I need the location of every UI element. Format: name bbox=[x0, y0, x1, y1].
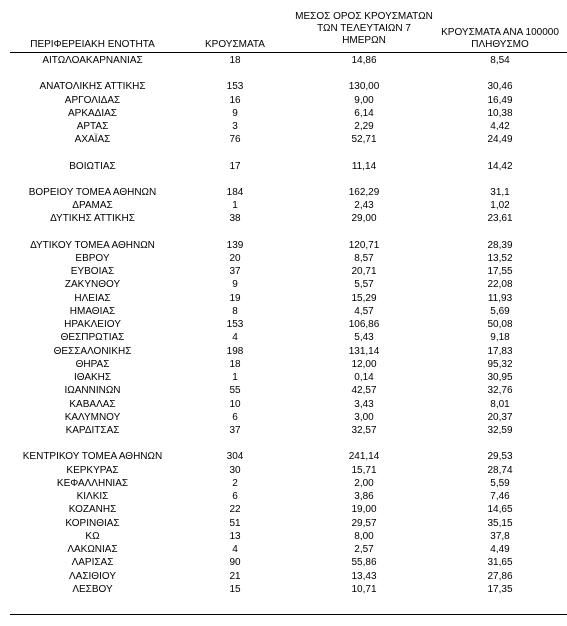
table-row bbox=[10, 107, 567, 120]
cell-per100k: 37,8 bbox=[490, 530, 510, 542]
cell-region: ΚΩ bbox=[85, 530, 100, 542]
cell-avg7: 55,86 bbox=[351, 557, 377, 569]
cell-avg7: 14,86 bbox=[351, 55, 377, 66]
cell-per100k: 10,38 bbox=[487, 107, 513, 119]
cell-cases: 30 bbox=[229, 464, 241, 476]
cell-region: ΑΡΤΑΣ bbox=[76, 121, 109, 132]
cell-per100k: 32,59 bbox=[487, 425, 513, 436]
cell-per100k: 8,01 bbox=[490, 398, 510, 410]
cell-cases: 4 bbox=[232, 544, 238, 555]
table-row bbox=[10, 160, 567, 173]
cell-per100k: 35,15 bbox=[487, 517, 513, 529]
cell-cases: 9 bbox=[232, 279, 238, 291]
cell-avg7: 5,43 bbox=[354, 332, 374, 344]
cell-region: ΗΛΕΙΑΣ bbox=[74, 292, 111, 304]
cell-avg7: 3,86 bbox=[354, 491, 374, 502]
table-row bbox=[10, 543, 567, 556]
table-row bbox=[10, 318, 567, 331]
cell-region: ΛΑΡΙΣΑΣ bbox=[71, 557, 114, 569]
cell-per100k: 24,49 bbox=[487, 134, 513, 146]
table-row bbox=[10, 530, 567, 543]
cell-region: ΒΟΡΕΙΟΥ ΤΟΜΕΑ ΑΘΗΝΩΝ bbox=[28, 186, 157, 198]
cell-avg7: 29,00 bbox=[351, 213, 377, 225]
cell-region: ΚΟΖΑΝΗΣ bbox=[68, 504, 117, 516]
cell-per100k: 17,35 bbox=[487, 583, 513, 595]
cell-region: ΑΡΓΟΛΙΔΑΣ bbox=[64, 94, 121, 106]
table-row bbox=[10, 331, 567, 344]
table-row bbox=[10, 278, 567, 291]
header-per100k-line1: ΚΡΟΥΣΜΑΤΑ ΑΝΑ 100000 bbox=[441, 27, 559, 38]
header-region-label: ΠΕΡΙΦΕΡΕΙΑΚΗ ΕΝΟΤΗΤΑ bbox=[30, 39, 155, 50]
header-cases-label: ΚΡΟΥΣΜΑΤΑ bbox=[205, 39, 265, 50]
cell-cases: 37 bbox=[229, 425, 241, 436]
cell-region: ΚΕΦΑΛΛΗΝΙΑΣ bbox=[56, 477, 129, 489]
cell-avg7: 8,57 bbox=[354, 252, 374, 264]
table-row bbox=[10, 212, 567, 225]
cell-region: ΘΕΣΣΑΛΟΝΙΚΗΣ bbox=[53, 345, 132, 357]
cell-cases: 153 bbox=[226, 81, 244, 93]
cell-region: ΛΕΣΒΟΥ bbox=[72, 583, 113, 595]
cell-per100k: 28,39 bbox=[487, 239, 513, 251]
cell-cases: 21 bbox=[229, 570, 241, 582]
cell-avg7: 52,71 bbox=[351, 134, 377, 146]
cell-region: ΚΑΛΥΜΝΟΥ bbox=[64, 411, 121, 423]
header-region bbox=[10, 39, 175, 51]
cell-avg7: 19,00 bbox=[351, 504, 377, 516]
cell-region: ΗΜΑΘΙΑΣ bbox=[69, 305, 116, 317]
cell-region: ΚΕΡΚΥΡΑΣ bbox=[66, 464, 119, 476]
cell-cases: 55 bbox=[229, 385, 241, 397]
table-row bbox=[10, 371, 567, 384]
cell-per100k: 30,46 bbox=[487, 81, 513, 93]
cell-cases: 76 bbox=[229, 134, 241, 146]
table-row bbox=[10, 186, 567, 199]
cell-cases: 13 bbox=[229, 530, 241, 542]
cell-avg7: 120,71 bbox=[348, 239, 380, 251]
header-avg7 bbox=[288, 11, 440, 47]
cell-per100k: 50,08 bbox=[487, 319, 513, 330]
cell-cases: 6 bbox=[232, 411, 238, 423]
header-divider bbox=[10, 52, 567, 53]
cell-cases: 18 bbox=[229, 55, 241, 66]
table-row bbox=[10, 490, 567, 503]
cell-region: ΘΕΣΠΡΩΤΙΑΣ bbox=[60, 332, 125, 344]
cell-avg7: 15,71 bbox=[351, 464, 377, 476]
cell-region: ΗΡΑΚΛΕΙΟΥ bbox=[64, 319, 121, 330]
cell-avg7: 241,14 bbox=[348, 451, 380, 463]
cell-region: ΙΩΑΝΝΙΝΩΝ bbox=[64, 385, 121, 397]
header-avg7-line1: ΜΕΣΟΣ ΟΡΟΣ ΚΡΟΥΣΜΑΤΩΝ bbox=[295, 11, 433, 22]
cell-avg7: 8,00 bbox=[354, 530, 374, 542]
header-avg7-line3: ΗΜΕΡΩΝ bbox=[342, 35, 386, 46]
cell-cases: 16 bbox=[229, 94, 241, 106]
table-header bbox=[10, 0, 567, 52]
bottom-divider bbox=[10, 614, 567, 615]
cell-region: ΚΑΡΔΙΤΣΑΣ bbox=[65, 425, 120, 436]
cell-region: ΛΑΚΩΝΙΑΣ bbox=[67, 544, 118, 555]
table-row bbox=[10, 424, 567, 437]
cell-avg7: 42,57 bbox=[351, 385, 377, 397]
cell-region: ΖΑΚΥΝΘΟΥ bbox=[64, 279, 121, 291]
cell-cases: 20 bbox=[229, 252, 241, 264]
table-row bbox=[10, 345, 567, 358]
cell-avg7: 13,43 bbox=[351, 570, 377, 582]
table-row bbox=[10, 556, 567, 569]
cell-per100k: 27,86 bbox=[487, 570, 513, 582]
cell-cases: 22 bbox=[229, 504, 241, 516]
cell-region: ΑΧΑΪΑΣ bbox=[74, 134, 111, 146]
cell-cases: 184 bbox=[226, 186, 244, 198]
cell-region: ΕΥΒΟΙΑΣ bbox=[70, 266, 115, 277]
cell-avg7: 9,00 bbox=[354, 94, 374, 106]
cell-cases: 15 bbox=[229, 583, 241, 595]
cell-per100k: 32,76 bbox=[487, 385, 513, 397]
cell-avg7: 5,57 bbox=[354, 279, 374, 291]
cell-per100k: 4,49 bbox=[490, 544, 510, 555]
table-row bbox=[10, 464, 567, 477]
cell-cases: 153 bbox=[226, 319, 244, 330]
cell-region: ΚΑΒΑΛΑΣ bbox=[69, 398, 116, 410]
cell-per100k: 8,54 bbox=[490, 55, 510, 66]
table-row bbox=[10, 133, 567, 146]
cell-region: ΑΝΑΤΟΛΙΚΗΣ ΑΤΤΙΚΗΣ bbox=[39, 81, 146, 93]
cell-avg7: 4,57 bbox=[354, 305, 374, 317]
table-row bbox=[10, 358, 567, 371]
cell-cases: 90 bbox=[229, 557, 241, 569]
cell-per100k: 16,49 bbox=[487, 94, 513, 106]
table-row bbox=[10, 54, 567, 67]
cell-region: ΛΑΣΙΘΙΟΥ bbox=[69, 570, 116, 582]
cell-cases: 1 bbox=[232, 200, 238, 211]
cell-avg7: 106,86 bbox=[348, 319, 380, 330]
spacer-row bbox=[10, 437, 567, 450]
cell-per100k: 14,65 bbox=[487, 504, 513, 516]
table-body bbox=[10, 54, 567, 596]
cell-avg7: 2,00 bbox=[354, 477, 374, 489]
cell-per100k: 11,93 bbox=[487, 292, 513, 304]
cell-avg7: 10,71 bbox=[351, 583, 377, 595]
cell-region: ΚΟΡΙΝΘΙΑΣ bbox=[65, 517, 120, 529]
cell-region: ΔΥΤΙΚΗΣ ΑΤΤΙΚΗΣ bbox=[50, 213, 135, 225]
cell-avg7: 3,43 bbox=[354, 398, 374, 410]
cell-cases: 3 bbox=[232, 121, 238, 132]
cell-avg7: 131,14 bbox=[348, 345, 380, 357]
table-row bbox=[10, 80, 567, 93]
cell-cases: 6 bbox=[232, 491, 238, 502]
table-row bbox=[10, 239, 567, 252]
cell-per100k: 31,65 bbox=[487, 557, 513, 569]
spacer-row bbox=[10, 173, 567, 186]
cell-cases: 304 bbox=[226, 451, 244, 463]
cell-region: ΔΡΑΜΑΣ bbox=[72, 200, 113, 211]
table-row bbox=[10, 503, 567, 516]
cell-avg7: 162,29 bbox=[348, 186, 380, 198]
cell-avg7: 12,00 bbox=[351, 358, 377, 370]
cell-avg7: 0,14 bbox=[354, 372, 374, 383]
cell-cases: 1 bbox=[232, 372, 238, 383]
cell-per100k: 28,74 bbox=[487, 464, 513, 476]
cell-per100k: 95,32 bbox=[487, 358, 513, 370]
cell-region: ΑΙΤΩΛΟΑΚΑΡΝΑΝΙΑΣ bbox=[42, 55, 143, 66]
cell-region: ΚΙΛΚΙΣ bbox=[76, 491, 109, 502]
table-row bbox=[10, 384, 567, 397]
header-avg7-line2: ΤΩΝ ΤΕΛΕΥΤΑΙΩΝ 7 bbox=[317, 23, 411, 34]
cell-per100k: 9,18 bbox=[490, 332, 510, 344]
cell-per100k: 7,46 bbox=[490, 491, 510, 502]
cell-region: ΒΟΙΩΤΙΑΣ bbox=[69, 160, 116, 172]
spacer-row bbox=[10, 147, 567, 160]
table-row bbox=[10, 583, 567, 596]
table-row bbox=[10, 517, 567, 530]
cell-per100k: 13,52 bbox=[487, 252, 513, 264]
table-row bbox=[10, 265, 567, 278]
cell-cases: 4 bbox=[232, 332, 238, 344]
cell-cases: 51 bbox=[229, 517, 241, 529]
cell-cases: 17 bbox=[229, 160, 241, 172]
cell-per100k: 4,42 bbox=[490, 121, 510, 132]
table-row bbox=[10, 252, 567, 265]
table-row bbox=[10, 450, 567, 463]
cell-avg7: 2,57 bbox=[354, 544, 374, 555]
cell-region: ΕΒΡΟΥ bbox=[75, 252, 110, 264]
table-row bbox=[10, 570, 567, 583]
cell-cases: 37 bbox=[229, 266, 241, 277]
table-row bbox=[10, 398, 567, 411]
table-row bbox=[10, 120, 567, 133]
cell-cases: 139 bbox=[226, 239, 244, 251]
cell-cases: 8 bbox=[232, 305, 238, 317]
header-per100k-line2: ΠΛΗΘΥΣΜΟ bbox=[471, 39, 529, 50]
cell-avg7: 32,57 bbox=[351, 425, 377, 436]
cell-per100k: 23,61 bbox=[487, 213, 513, 225]
table-row bbox=[10, 292, 567, 305]
cell-cases: 9 bbox=[232, 107, 238, 119]
table-row bbox=[10, 411, 567, 424]
cell-cases: 198 bbox=[226, 345, 244, 357]
header-cases bbox=[190, 39, 280, 51]
cell-region: ΙΘΑΚΗΣ bbox=[73, 372, 112, 383]
cell-cases: 18 bbox=[229, 358, 241, 370]
cell-cases: 38 bbox=[229, 213, 241, 225]
spacer-row bbox=[10, 67, 567, 80]
cell-cases: 19 bbox=[229, 292, 241, 304]
cell-per100k: 17,83 bbox=[487, 345, 513, 357]
cell-per100k: 29,53 bbox=[487, 451, 513, 463]
cell-avg7: 2,43 bbox=[354, 200, 374, 211]
cell-avg7: 15,29 bbox=[351, 292, 377, 304]
header-per100k bbox=[425, 27, 567, 51]
cell-avg7: 20,71 bbox=[351, 266, 377, 277]
cell-cases: 10 bbox=[229, 398, 241, 410]
cell-per100k: 17,55 bbox=[487, 266, 513, 277]
cell-avg7: 3,00 bbox=[354, 411, 374, 423]
table-row bbox=[10, 94, 567, 107]
cell-per100k: 22,08 bbox=[487, 279, 513, 291]
cell-region: ΚΕΝΤΡΙΚΟΥ ΤΟΜΕΑ ΑΘΗΝΩΝ bbox=[22, 451, 163, 463]
table-row bbox=[10, 477, 567, 490]
cell-region: ΘΗΡΑΣ bbox=[75, 358, 110, 370]
cell-per100k: 1,02 bbox=[490, 200, 510, 211]
cell-avg7: 11,14 bbox=[351, 160, 377, 172]
cell-avg7: 6,14 bbox=[354, 107, 374, 119]
cell-avg7: 29,57 bbox=[351, 517, 377, 529]
cell-per100k: 5,69 bbox=[490, 305, 510, 317]
cell-per100k: 31,1 bbox=[490, 186, 510, 198]
cell-per100k: 30,95 bbox=[487, 372, 513, 383]
cell-per100k: 20,37 bbox=[487, 411, 513, 423]
cell-avg7: 2,29 bbox=[354, 121, 374, 132]
cell-cases: 2 bbox=[232, 477, 238, 489]
cell-avg7: 130,00 bbox=[348, 81, 380, 93]
cell-region: ΔΥΤΙΚΟΥ ΤΟΜΕΑ ΑΘΗΝΩΝ bbox=[30, 239, 155, 251]
cell-per100k: 14,42 bbox=[487, 160, 513, 172]
cell-region: ΑΡΚΑΔΙΑΣ bbox=[68, 107, 117, 119]
spacer-row bbox=[10, 226, 567, 239]
cell-per100k: 5,59 bbox=[490, 477, 510, 489]
table-row bbox=[10, 305, 567, 318]
table-row bbox=[10, 199, 567, 212]
